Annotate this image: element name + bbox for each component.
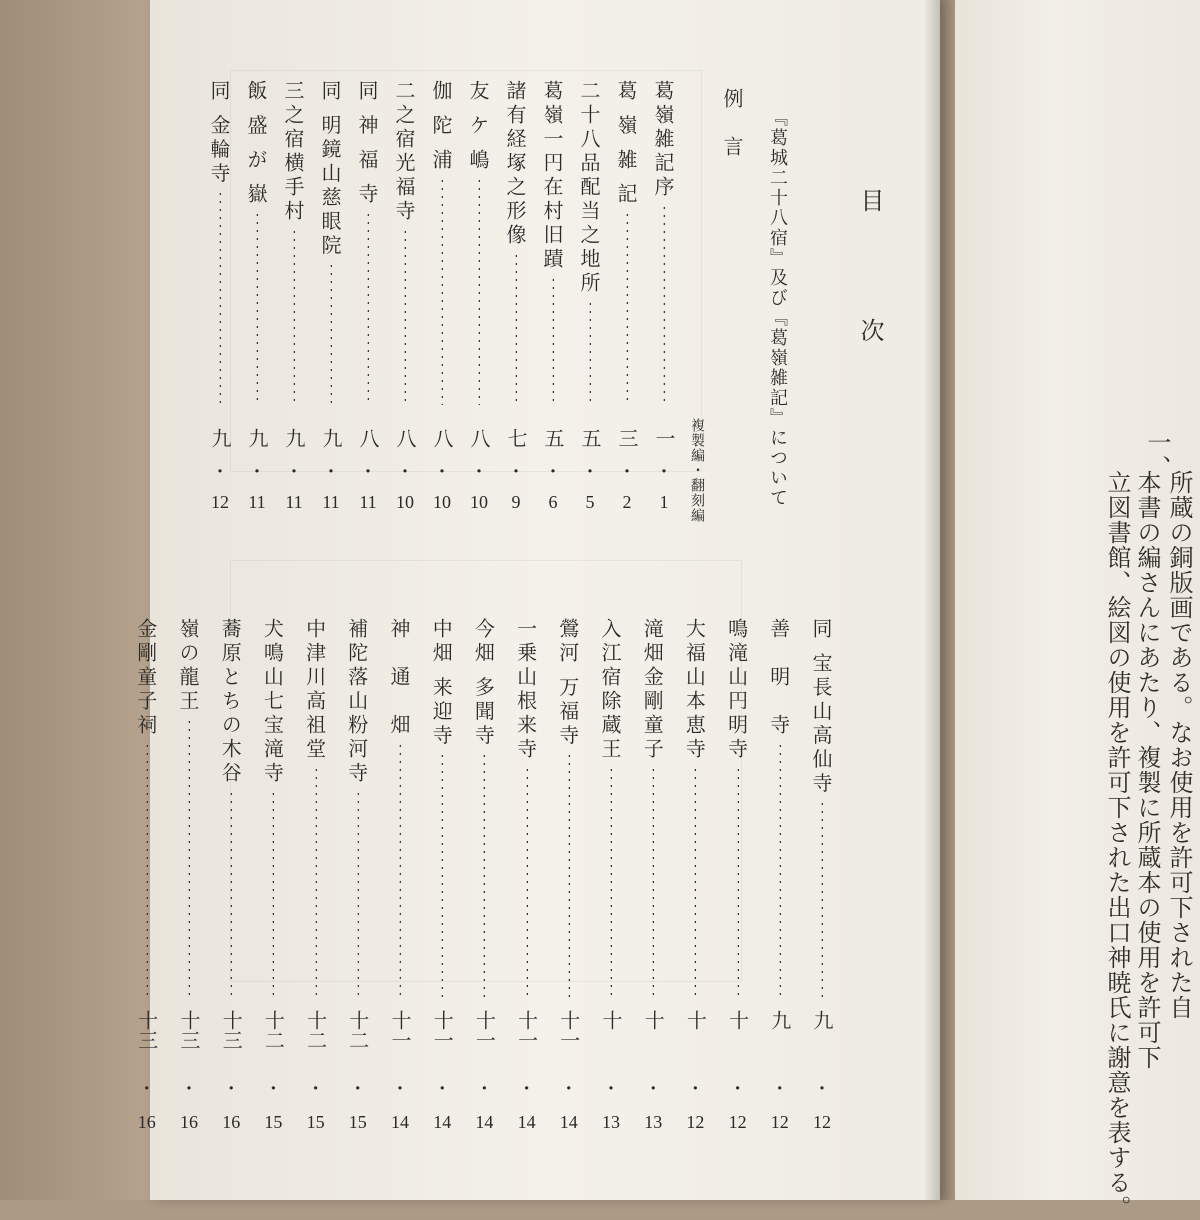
toc-kanji-page: 十一 [556, 1010, 581, 1050]
toc-kanji-page: 八 [393, 428, 417, 448]
toc-leader-dots [293, 228, 295, 405]
toc-separator-dot: ・ [396, 462, 414, 483]
toc-separator-dot: ・ [644, 1079, 663, 1100]
right-page-line-1: 所蔵の銅版画である。なお使用を許可下された自 [1165, 470, 1193, 1020]
toc-arabic-page: 16 [137, 1112, 156, 1132]
toc-arabic-page: 10 [470, 492, 488, 512]
toc-arabic-page: 6 [548, 492, 558, 512]
right-page-line-3: 立図書館、絵図の使用を許可下された出口神暁氏に謝意を表する。 [1103, 470, 1131, 1220]
toc-kanji-page: 九 [245, 428, 269, 448]
toc-separator-dot: ・ [728, 1079, 747, 1100]
toc-entry-title: 葛嶺雑記序 [651, 80, 675, 200]
toc-arabic-page: 2 [622, 492, 632, 512]
toc-entry-title: 中津川高祖堂 [302, 618, 327, 762]
toc-arabic-page: 12 [728, 1112, 747, 1132]
toc-separator-dot: ・ [222, 1079, 241, 1100]
toc-arabic-page: 10 [433, 492, 451, 512]
toc-entry-title: 蕎原とちの木谷 [218, 618, 243, 786]
toc-separator-dot: ・ [264, 1079, 283, 1100]
toc-leader-dots [821, 800, 823, 1000]
toc-kanji-page: 十三 [134, 1010, 159, 1050]
toc-leader-dots [441, 752, 443, 1000]
toc-separator-dot: ・ [602, 1079, 620, 1100]
toc-entry-title: 葛嶺一円在村旧蹟 [540, 80, 564, 272]
toc-kanji-page: 九 [208, 428, 232, 448]
table-surface [0, 0, 150, 1200]
toc-kanji-page: 十二 [303, 1010, 328, 1050]
toc-separator-dot: ・ [211, 462, 229, 483]
toc-leader-dots [694, 766, 696, 1000]
toc-leader-dots [367, 211, 369, 405]
toc-arabic-page: 15 [348, 1112, 367, 1132]
toc-separator-dot: ・ [391, 1079, 409, 1100]
toc-separator-dot: ・ [544, 462, 562, 483]
toc-entry-title: 同 金輪寺 [207, 80, 231, 187]
toc-kanji-page: 十一 [472, 1010, 497, 1050]
toc-kanji-page: 九 [319, 428, 343, 448]
toc-arabic-page: 14 [517, 1112, 536, 1132]
toc-arabic-page: 15 [306, 1112, 325, 1132]
toc-entry-title: 伽 陀 浦 [429, 80, 453, 173]
toc-entry-title: 友 ケ 嶋 [466, 80, 490, 173]
toc-entry-title: 善 明 寺 [766, 618, 791, 738]
toc-separator-dot: ・ [581, 462, 599, 483]
toc-kanji-page: 五 [541, 428, 565, 448]
toc-entry-title: 犬鳴山七宝滝寺 [260, 618, 285, 786]
toc-arabic-page: 16 [180, 1112, 198, 1132]
toc-entry-title: 金剛童子祠 [133, 618, 158, 738]
toc-separator-dot: ・ [559, 1079, 578, 1100]
toc-preface: 例 言 [720, 88, 744, 160]
toc-arabic-page: 14 [475, 1112, 494, 1132]
toc-kanji-page: 十一 [388, 1010, 412, 1050]
toc-entry-title: 諸有経塚之形像 [503, 80, 527, 248]
toc-entry-title: 鶯河 万福寺 [555, 618, 580, 749]
toc-entry-title: 葛 嶺 雑 記 [614, 80, 638, 208]
toc-separator-dot: ・ [348, 1079, 367, 1100]
toc-separator-dot: ・ [618, 462, 636, 483]
toc-separator-dot: ・ [433, 1079, 452, 1100]
toc-arabic-page: 9 [511, 492, 521, 512]
toc-arabic-page: 15 [264, 1112, 283, 1132]
toc-leader-dots [230, 790, 232, 1000]
book-gutter [925, 0, 955, 1200]
toc-arabic-page: 11 [359, 492, 377, 512]
toc-leader-dots [483, 752, 485, 1000]
toc-entry-title: 一乗山根来寺 [513, 618, 538, 762]
toc-arabic-page: 12 [211, 492, 229, 512]
toc-arabic-page: 13 [644, 1112, 663, 1132]
toc-arabic-page: 13 [602, 1112, 620, 1132]
toc-separator-dot: ・ [770, 1079, 789, 1100]
toc-entry-title: 大福山本恵寺 [682, 618, 707, 762]
toc-kanji-page: 九 [282, 428, 306, 448]
toc-entry-title: 補陀落山粉河寺 [344, 618, 369, 786]
toc-arabic-page: 11 [322, 492, 340, 512]
toc-separator-dot: ・ [686, 1079, 705, 1100]
toc-leader-dots [256, 211, 258, 405]
toc-leader-dots [146, 742, 148, 1000]
toc-separator-dot: ・ [507, 462, 525, 483]
toc-separator-dot: ・ [813, 1079, 831, 1100]
toc-arabic-page: 11 [248, 492, 266, 512]
toc-leader-dots [219, 190, 221, 405]
right-page-marker: 一、 [1143, 430, 1171, 480]
toc-separator-dot: ・ [359, 462, 377, 483]
toc-arabic-page: 10 [396, 492, 414, 512]
toc-leader-dots [779, 742, 781, 1000]
toc-kanji-page: 十 [641, 1010, 666, 1030]
toc-separator-dot: ・ [655, 462, 673, 483]
toc-entry-title: 飯 盛 が 嶽 [244, 80, 268, 208]
toc-entry-title: 鳴滝山円明寺 [724, 618, 749, 762]
toc-title: 目 [856, 188, 884, 215]
toc-separator-dot: ・ [517, 1079, 536, 1100]
toc-leader-dots [272, 790, 274, 1000]
toc-arabic-page: 16 [222, 1112, 241, 1132]
toc-kanji-page: 三 [615, 428, 639, 448]
toc-separator-dot: ・ [306, 1079, 325, 1100]
toc-leader-dots [610, 766, 612, 1000]
toc-entry-title: 滝畑金剛童子 [640, 618, 665, 762]
section-label: 複製編・翻刻編 [689, 418, 705, 523]
toc-kanji-page: 十二 [345, 1010, 370, 1050]
toc-leader-dots [441, 177, 443, 405]
toc-kanji-page: 十二 [261, 1010, 286, 1050]
toc-arabic-page: 1 [659, 492, 669, 512]
toc-leader-dots [399, 742, 401, 1000]
toc-entry-title: 同 神 福 寺 [355, 80, 379, 208]
toc-leader-dots [478, 177, 480, 405]
toc-entry-title: 同 明鏡山慈眼院 [318, 80, 342, 259]
toc-kanji-page: 九 [767, 1010, 792, 1030]
toc-entry-title: 入江宿除蔵王 [598, 618, 622, 762]
toc-arabic-page: 11 [285, 492, 303, 512]
toc-entry-title: 今畑 多聞寺 [471, 618, 496, 749]
toc-separator-dot: ・ [248, 462, 266, 483]
toc-entry-title: 神 通 畑 [387, 618, 411, 738]
toc-leader-dots [315, 766, 317, 1000]
toc-leader-dots [663, 204, 665, 405]
toc-title-2: 次 [856, 318, 884, 345]
toc-separator-dot: ・ [322, 462, 340, 483]
toc-leader-dots [188, 718, 190, 1000]
toc-separator-dot: ・ [180, 1079, 198, 1100]
toc-arabic-page: 12 [770, 1112, 789, 1132]
toc-kanji-page: 十一 [514, 1010, 539, 1050]
toc-leader-dots [357, 790, 359, 1000]
toc-kanji-page: 一 [652, 428, 676, 448]
toc-leader-dots [404, 228, 406, 405]
toc-leader-dots [568, 752, 570, 1000]
toc-entry-title: 二之宿光福寺 [392, 80, 416, 224]
toc-entry-title: 三之宿横手村 [281, 80, 305, 224]
toc-kanji-page: 十一 [430, 1010, 455, 1050]
toc-about: 『葛城二十八宿』及び『葛嶺雑記』について [767, 108, 788, 508]
toc-leader-dots [552, 276, 554, 405]
toc-separator-dot: ・ [470, 462, 488, 483]
toc-kanji-page: 八 [356, 428, 380, 448]
toc-separator-dot: ・ [137, 1079, 156, 1100]
toc-separator-dot: ・ [433, 462, 451, 483]
toc-kanji-page: 七 [504, 428, 528, 448]
toc-leader-dots [526, 766, 528, 1000]
toc-entry-title: 嶺の龍王 [176, 618, 200, 714]
toc-kanji-page: 十三 [219, 1010, 244, 1050]
toc-arabic-page: 5 [585, 492, 595, 512]
toc-separator-dot: ・ [475, 1079, 494, 1100]
toc-leader-dots [652, 766, 654, 1000]
toc-leader-dots [626, 211, 628, 405]
toc-arabic-page: 12 [686, 1112, 705, 1132]
toc-kanji-page: 十 [599, 1010, 623, 1030]
toc-kanji-page: 十 [725, 1010, 750, 1030]
toc-kanji-page: 十三 [177, 1010, 201, 1050]
toc-kanji-page: 九 [810, 1010, 834, 1030]
toc-arabic-page: 14 [433, 1112, 452, 1132]
toc-kanji-page: 八 [467, 428, 491, 448]
toc-arabic-page: 12 [813, 1112, 831, 1132]
toc-leader-dots [515, 252, 517, 405]
toc-entry-title: 同 宝長山高仙寺 [809, 618, 833, 797]
toc-arabic-page: 14 [559, 1112, 578, 1132]
toc-leader-dots [330, 262, 332, 405]
toc-arabic-page: 14 [391, 1112, 409, 1132]
toc-leader-dots [589, 300, 591, 405]
toc-entry-title: 二十八品配当之地所 [577, 80, 601, 296]
toc-kanji-page: 五 [578, 428, 602, 448]
toc-kanji-page: 十 [683, 1010, 708, 1030]
toc-leader-dots [737, 766, 739, 1000]
toc-entry-title: 中畑 来迎寺 [429, 618, 454, 749]
right-page-line-2: 本書の編さんにあたり、複製に所蔵本の使用を許可下 [1133, 470, 1161, 1070]
toc-kanji-page: 八 [430, 428, 454, 448]
toc-separator-dot: ・ [285, 462, 303, 483]
